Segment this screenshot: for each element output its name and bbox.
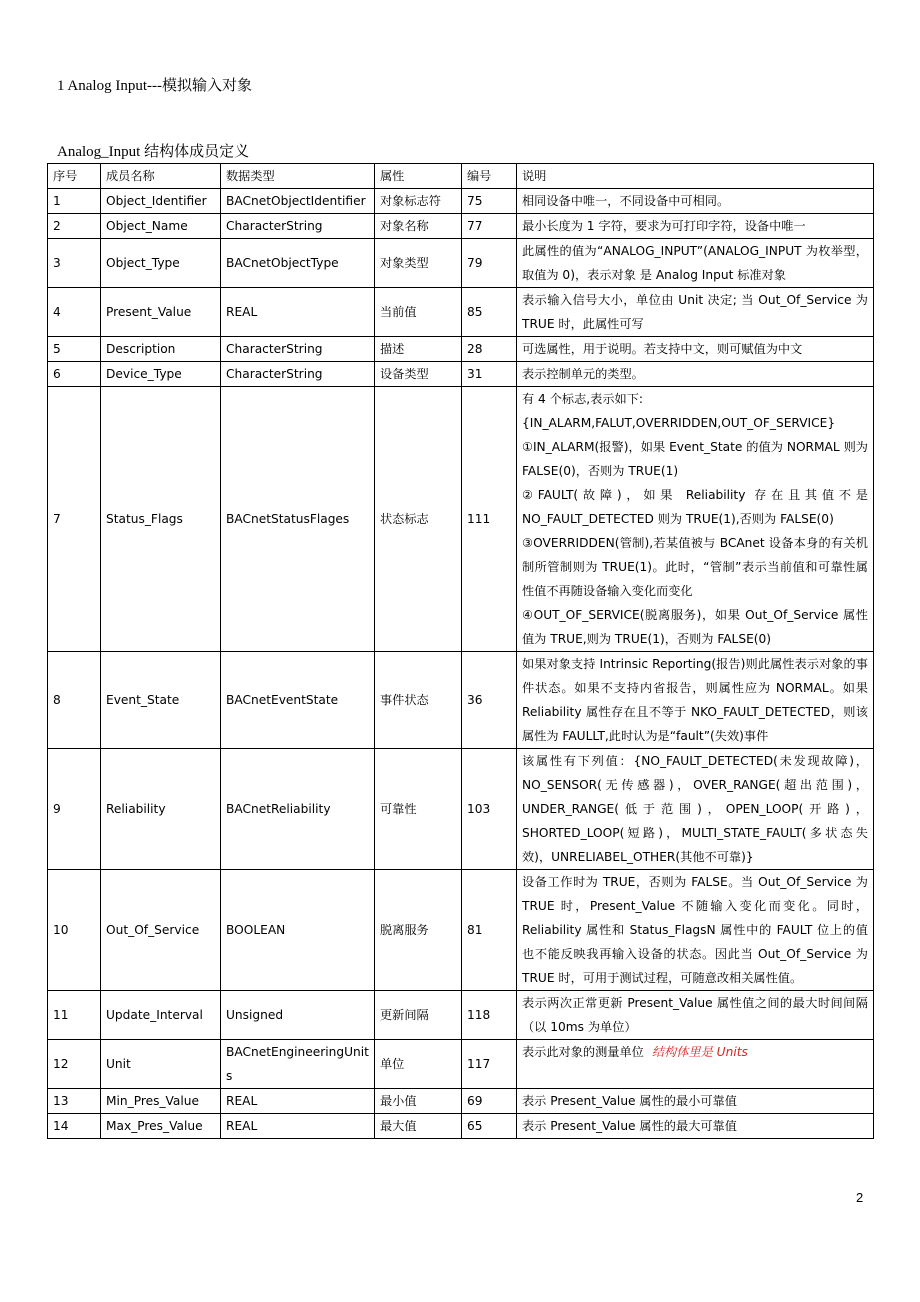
cell-attr: 状态标志 [375, 387, 462, 652]
cell-code: 69 [462, 1089, 517, 1114]
cell-code: 36 [462, 652, 517, 749]
desc-line: 表示 Present_Value 属性的最小可靠值 [522, 1094, 737, 1108]
cell-type: BACnetStatusFlages [221, 387, 375, 652]
cell-attr: 当前值 [375, 288, 462, 337]
desc-line: 该属性有下列值：{NO_FAULT_DETECTED(未发现故障)，NO_SENSOR(无传感器)，OVER_RANGE(超出范围)，UNDER_RANGE(低于范围)，OPEN_LOOP(开路)，SHORTED_LOOP(短路)，MULTI_STATE_FAULT(多状态失效)，UNRELIABEL_OTHER(其他不可靠)} [522, 754, 868, 864]
cell-code: 77 [462, 214, 517, 239]
cell-desc [517, 870, 874, 991]
desc-line: 表示 Present_Value 属性的最大可靠值 [522, 1119, 737, 1133]
cell-code: 75 [462, 189, 517, 214]
cell-name: Present_Value [101, 288, 221, 337]
cell-no: 13 [48, 1089, 101, 1114]
cell-name: Event_State [101, 652, 221, 749]
desc-line: 此属性的值为“ANALOG_INPUT”(ANALOG_INPUT 为枚举型，取值为 0)，表示对象 是 Analog Input 标准对象 [522, 244, 868, 282]
cell-code: 117 [462, 1040, 517, 1089]
cell-desc [517, 1089, 874, 1114]
cell-desc [517, 288, 874, 337]
cell-type: BOOLEAN [221, 870, 375, 991]
cell-no: 6 [48, 362, 101, 387]
desc-line: 表示两次正常更新 Present_Value 属性值之间的最大时间间隔（以 10ms 为单位） [522, 996, 868, 1034]
cell-name: Description [101, 337, 221, 362]
cell-code: 85 [462, 288, 517, 337]
cell-no: 14 [48, 1114, 101, 1139]
cell-desc [517, 1114, 874, 1139]
header-attr: 属性 [375, 164, 462, 189]
desc-line: 可选属性，用于说明。若支持中文，则可赋值为中文 [522, 342, 803, 356]
cell-type: BACnetObjectType [221, 239, 375, 288]
desc-line: 相同设备中唯一，不同设备中可相同。 [522, 194, 730, 208]
cell-desc [517, 337, 874, 362]
table-row [48, 337, 874, 362]
cell-no: 3 [48, 239, 101, 288]
table-row [48, 214, 874, 239]
cell-name: Min_Pres_Value [101, 1089, 221, 1114]
cell-no: 1 [48, 189, 101, 214]
cell-attr: 对象名称 [375, 214, 462, 239]
members-table [47, 163, 874, 1139]
cell-type: REAL [221, 1089, 375, 1114]
cell-desc [517, 387, 874, 652]
desc-line: ④OUT_OF_SERVICE(脱离服务)，如果 Out_Of_Service 属性值为 TRUE,则为 TRUE(1)，否则为 FALSE(0) [522, 608, 868, 646]
cell-no: 4 [48, 288, 101, 337]
cell-attr: 脱离服务 [375, 870, 462, 991]
table-caption: Analog_Input 结构体成员定义 [57, 144, 250, 160]
cell-desc [517, 239, 874, 288]
cell-attr: 设备类型 [375, 362, 462, 387]
cell-code: 65 [462, 1114, 517, 1139]
cell-type: REAL [221, 288, 375, 337]
cell-type: CharacterString [221, 214, 375, 239]
table-row [48, 991, 874, 1040]
table-row [48, 189, 874, 214]
cell-no: 2 [48, 214, 101, 239]
table-row [48, 239, 874, 288]
cell-attr: 最小值 [375, 1089, 462, 1114]
cell-attr: 最大值 [375, 1114, 462, 1139]
cell-desc [517, 214, 874, 239]
cell-type: Unsigned [221, 991, 375, 1040]
cell-name: Reliability [101, 749, 221, 870]
desc-line: ①IN_ALARM(报警)，如果 Event_State 的值为 NORMAL 则为 FALSE(0)，否则为 TRUE(1) [522, 440, 868, 478]
header-code: 编号 [462, 164, 517, 189]
cell-desc [517, 189, 874, 214]
desc-line: 有 4 个标志,表示如下: [522, 392, 643, 406]
cell-code: 31 [462, 362, 517, 387]
table-body [48, 189, 874, 1139]
cell-no: 7 [48, 387, 101, 652]
table-row [48, 1114, 874, 1139]
cell-attr: 更新间隔 [375, 991, 462, 1040]
table-row [48, 362, 874, 387]
table-row [48, 288, 874, 337]
cell-code: 103 [462, 749, 517, 870]
cell-attr: 可靠性 [375, 749, 462, 870]
desc-line: ②FAULT(故障)，如果 Reliability 存在且其值不是 NO_FAULT_DETECTED 则为 TRUE(1),否则为 FALSE(0) [522, 488, 868, 526]
cell-attr: 事件状态 [375, 652, 462, 749]
cell-no: 8 [48, 652, 101, 749]
cell-name: Out_Of_Service [101, 870, 221, 991]
red-note: 结构体里是 Units [651, 1045, 748, 1059]
cell-type: BACnetReliability [221, 749, 375, 870]
desc-line: 表示此对象的测量单位 [522, 1045, 644, 1059]
page-number: 2 [856, 1190, 864, 1205]
cell-desc [517, 362, 874, 387]
cell-name: Device_Type [101, 362, 221, 387]
cell-name: Status_Flags [101, 387, 221, 652]
section-heading: 1 Analog Input---模拟输入对象 [57, 78, 252, 94]
desc-line: 如果对象支持 Intrinsic Reporting(报告)则此属性表示对象的事件状态。如果不支持内省报告，则属性应为 NORMAL。如果 Reliability 属性存在且不等于 NKO_FAULT_DETECTED，则该属性为 FAULLT,此时认为是“fault”(失效)事件 [522, 657, 868, 743]
cell-no: 11 [48, 991, 101, 1040]
header-type: 数据类型 [221, 164, 375, 189]
desc-line: ③OVERRIDDEN(管制),若某值被与 BCAnet 设备本身的有关机制所管制则为 TRUE(1)。此时，“管制”表示当前值和可靠性属性值不再随设备输入变化而变化 [522, 536, 868, 598]
cell-no: 5 [48, 337, 101, 362]
cell-name: Object_Identifier [101, 189, 221, 214]
cell-type: CharacterString [221, 337, 375, 362]
table-row [48, 870, 874, 991]
cell-desc [517, 1040, 874, 1089]
table-row [48, 749, 874, 870]
cell-code: 118 [462, 991, 517, 1040]
cell-code: 28 [462, 337, 517, 362]
header-desc: 说明 [517, 164, 874, 189]
cell-desc [517, 991, 874, 1040]
header-no: 序号 [48, 164, 101, 189]
desc-line: 最小长度为 1 字符，要求为可打印字符，设备中唯一 [522, 219, 806, 233]
table-row [48, 652, 874, 749]
table-header-row [48, 164, 874, 189]
cell-code: 111 [462, 387, 517, 652]
cell-desc [517, 749, 874, 870]
cell-name: Max_Pres_Value [101, 1114, 221, 1139]
cell-name: Object_Name [101, 214, 221, 239]
cell-desc [517, 652, 874, 749]
cell-name: Update_Interval [101, 991, 221, 1040]
cell-no: 9 [48, 749, 101, 870]
cell-name: Object_Type [101, 239, 221, 288]
table-row [48, 387, 874, 652]
header-name: 成员名称 [101, 164, 221, 189]
desc-line: 设备工作时为 TRUE，否则为 FALSE。当 Out_Of_Service 为 TRUE 时，Present_Value 不随输入变化而变化。同时，Reliability 属性和 Status_FlagsN 属性中的 FAULT 位上的值也不能反映我再输入设备的状态。因此当 Out_Of_Service 为 TRUE 时，可用于测试过程，可随意改相关属性值。 [522, 875, 868, 985]
table-row [48, 1040, 874, 1089]
desc-line: 表示输入信号大小，单位由 Unit 决定; 当 Out_Of_Service 为 TRUE 时，此属性可写 [522, 293, 868, 331]
cell-no: 10 [48, 870, 101, 991]
cell-no: 12 [48, 1040, 101, 1089]
cell-type: BACnetObjectIdentifier [221, 189, 375, 214]
cell-attr: 单位 [375, 1040, 462, 1089]
desc-line: {IN_ALARM,FALUT,OVERRIDDEN,OUT_OF_SERVICE} [522, 416, 836, 430]
cell-attr: 描述 [375, 337, 462, 362]
cell-type: BACnetEventState [221, 652, 375, 749]
table-row [48, 1089, 874, 1114]
cell-attr: 对象类型 [375, 239, 462, 288]
cell-code: 81 [462, 870, 517, 991]
desc-line: 表示控制单元的类型。 [522, 367, 644, 381]
cell-attr: 对象标志符 [375, 189, 462, 214]
cell-name: Unit [101, 1040, 221, 1089]
cell-type: BACnetEngineeringUnits [221, 1040, 375, 1089]
cell-type: REAL [221, 1114, 375, 1139]
cell-type: CharacterString [221, 362, 375, 387]
cell-code: 79 [462, 239, 517, 288]
